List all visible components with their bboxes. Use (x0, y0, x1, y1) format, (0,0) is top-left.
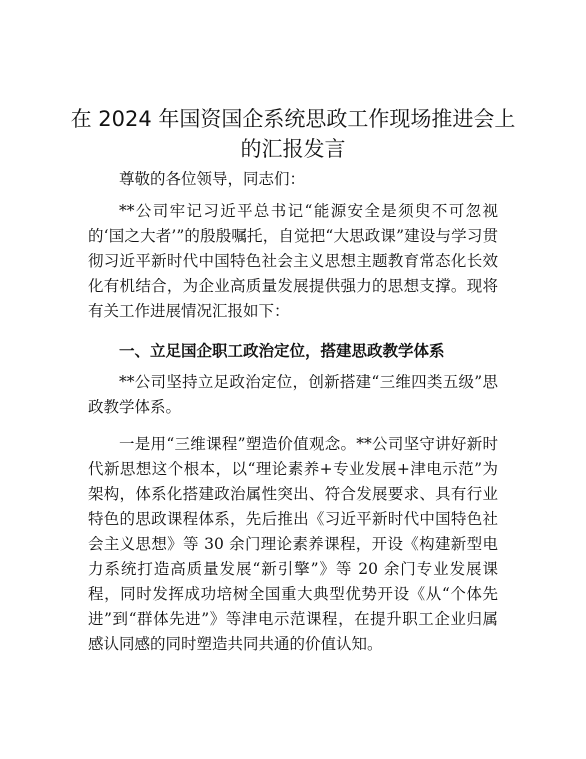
section-heading-1: 一、立足国企职工政治定位，搭建思政教学体系 (119, 342, 445, 360)
document-title (50, 104, 536, 164)
salutation: 尊敬的各位领导，同志们： (119, 170, 306, 188)
title-line-2: 的汇报发言 (240, 137, 346, 161)
section1-paragraph: **公司坚持立足政治定位，创新搭建“三维四类五级”思政教学体系。 (88, 373, 498, 416)
point1-paragraph: 一是用“三维课程”塑造价值观念。**公司坚守讲好新时代新思想这个根本，以“理论素养+专业发展+津电示范”为架构，体系化搭建政治属性突出、符合发展要求、具有行业特色的思政课程体系，先后推出《习近平新时代中国特色社会主义思想》等 30 余门理论素养课程，开设《构建新型电力系统打造高质量发展“新引擎”》等 20 余门专业发展课程，同时发挥成功培树全国重大典型优势开设《从“个体先进”到“群体先进”》等津电示范课程，在提升职工企业归属感认同感的同时塑造共同共通的价值认知。 (88, 435, 498, 653)
intro-paragraph: **公司牢记习近平总书记“能源安全是须臾不可忽视的‘国之大者’”的殷殷嘱托，自觉把“大思政课”建设与学习贯彻习近平新时代中国特色社会主义思想主题教育常态化长效化有机结合，为企业高质量发展提供强力的思想支撑。现将有关工作进展情况汇报如下： (88, 202, 498, 320)
title-line-1: 在 2024 年国资国企系统思政工作现场推进会上 (70, 107, 516, 131)
